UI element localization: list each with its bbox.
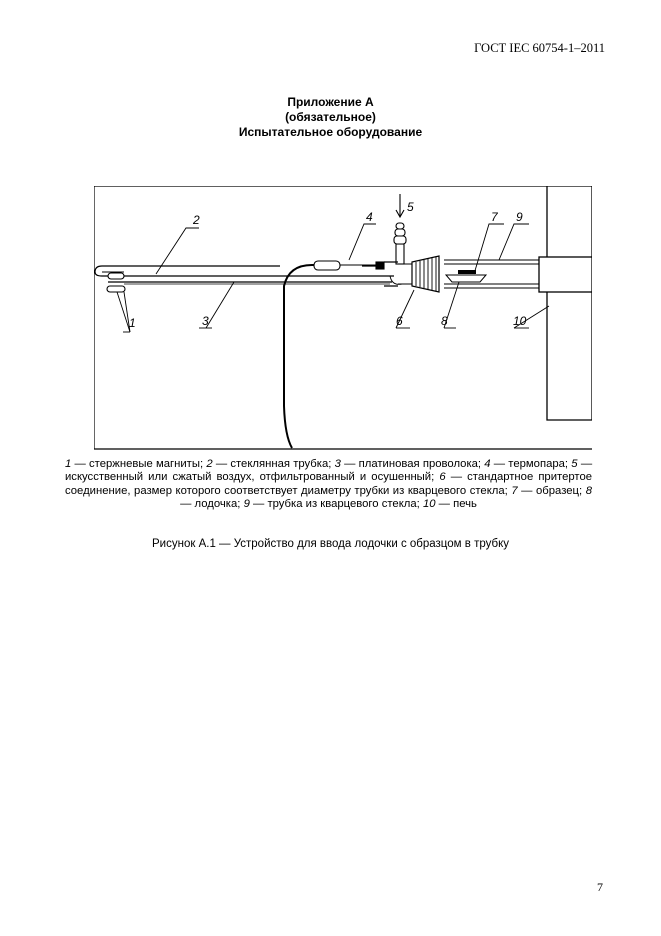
legend-item-2: 2 — стеклянная трубка; <box>206 458 332 470</box>
air-inlet <box>394 194 406 264</box>
callout-3: 3 <box>202 314 209 328</box>
legend-item-4: 4 — термопара; <box>484 458 569 470</box>
legend-item-10: 10 — печь <box>422 497 477 510</box>
boat <box>446 275 486 282</box>
callout-4: 4 <box>366 210 373 224</box>
callout-2: 2 <box>193 213 200 227</box>
annex-title: Приложение А <box>287 95 374 109</box>
glass-tube <box>95 262 398 286</box>
legend-item-5: 5 — искусственный или сжатый воздух, отфильтрованный и осушенный; <box>65 458 593 484</box>
annex-status: (обязательное) <box>285 110 376 124</box>
apparatus-figure <box>94 186 592 452</box>
page-number: 7 <box>597 880 603 894</box>
leader-lines <box>117 224 549 332</box>
sample <box>458 270 476 274</box>
legend-item-3: 3 — платиновая проволока; <box>334 458 482 470</box>
legend-item-8: 8 — лодочка; <box>180 484 592 510</box>
annex-subject: Испытательное оборудование <box>238 125 423 139</box>
callout-5: 5 <box>407 200 414 214</box>
callout-10: 10 <box>513 314 527 328</box>
callout-7: 7 <box>491 210 498 224</box>
callout-1: 1 <box>129 316 136 330</box>
thermocouple <box>314 261 384 270</box>
legend-item-7: 7 — образец; <box>511 484 583 497</box>
figure-title: Рисунок А.1 — Устройство для ввода лодочки с образцом в трубку <box>152 538 509 550</box>
callout-6: 6 <box>396 314 403 328</box>
legend-item-9: 9 — трубка из кварцевого стекла; <box>243 497 420 510</box>
furnace <box>539 186 592 420</box>
callout-8: 8 <box>441 314 448 328</box>
callout-9: 9 <box>516 210 523 224</box>
legend-item-6: 6 — стандартное притертое соединение, размер которого соответствует диаметру трубки из кварцевого стекла; <box>65 471 593 497</box>
figure-legend <box>65 458 592 511</box>
standard-designation: ГОСТ IEC 60754-1–2011 <box>474 41 605 55</box>
thermocouple-wire <box>284 265 314 448</box>
legend-item-1: 1 — стержневые магниты; <box>65 458 204 470</box>
